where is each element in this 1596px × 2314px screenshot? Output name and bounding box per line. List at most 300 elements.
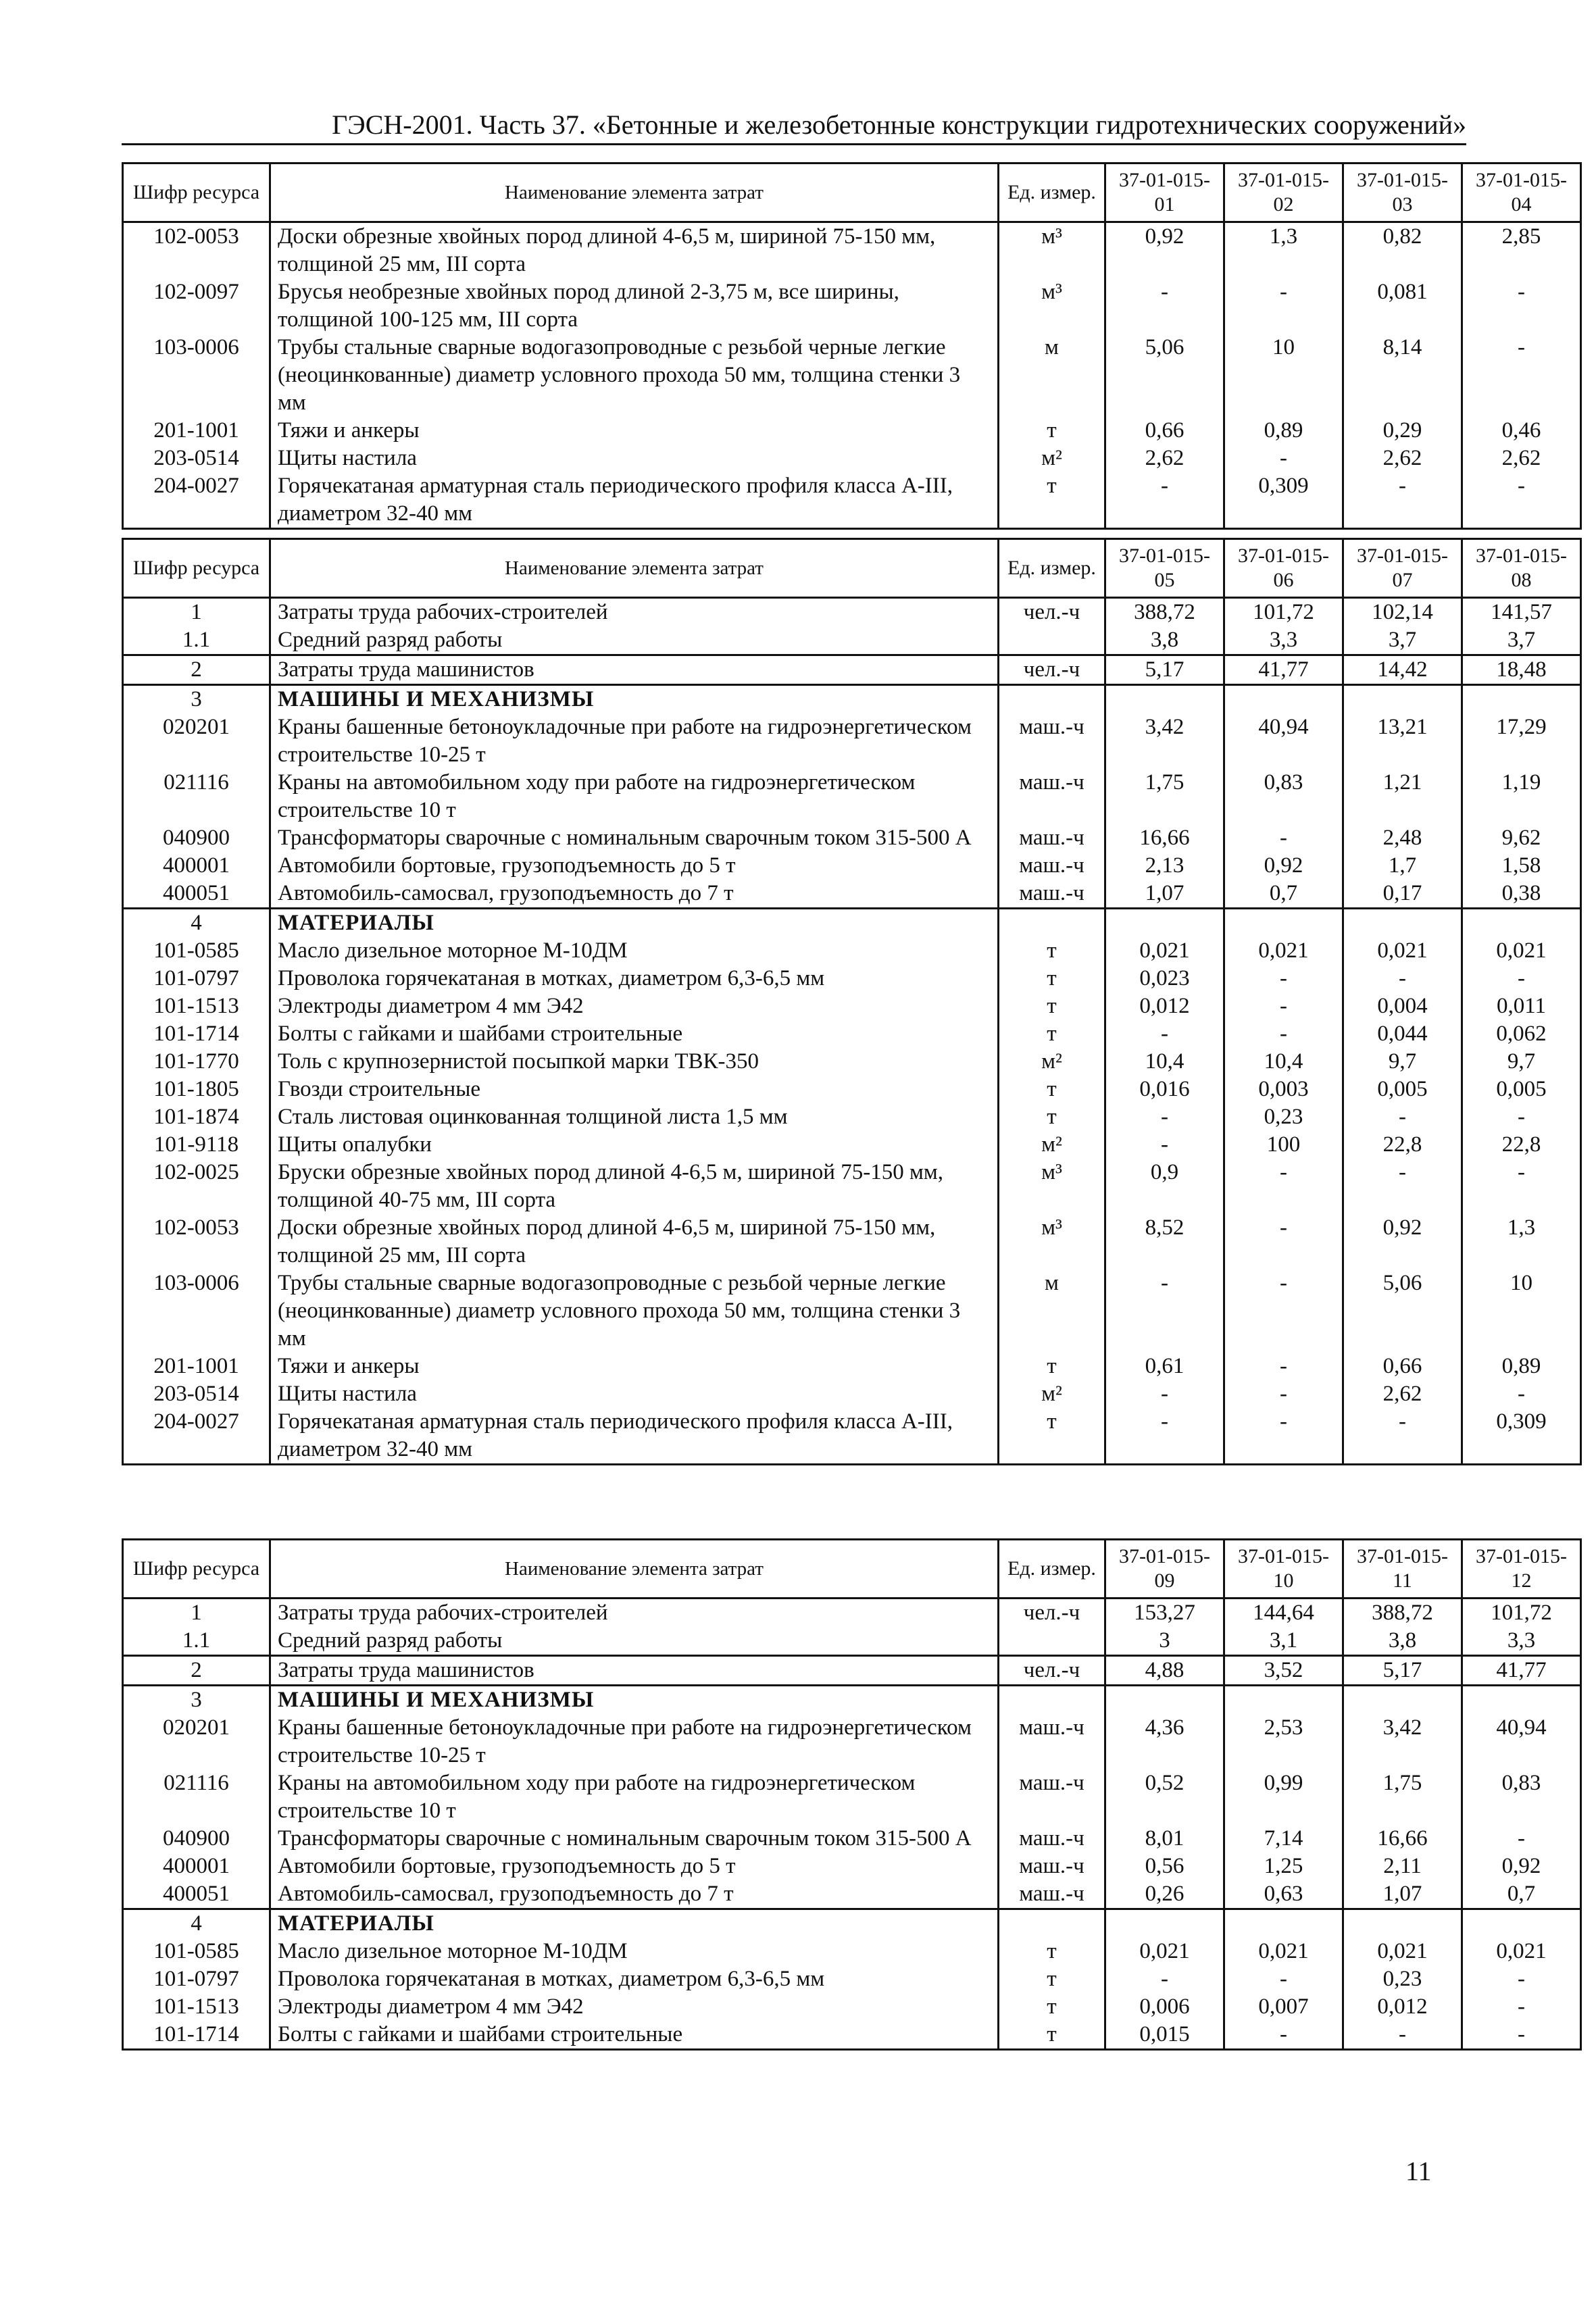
resource-value: 0,26	[1105, 1880, 1224, 1909]
header-rule	[122, 143, 1466, 145]
resource-name: Болты с гайками и шайбами строительные	[270, 2021, 999, 2050]
table-row	[123, 1714, 1581, 1769]
resource-code: 101-1805	[123, 1076, 270, 1103]
table-row	[123, 1353, 1581, 1380]
resource-value: 141,57	[1462, 598, 1581, 627]
resource-value	[1343, 1686, 1462, 1715]
resource-value: 0,015	[1105, 2021, 1224, 2050]
resource-code: 201-1001	[123, 417, 270, 445]
resource-value: -	[1462, 1103, 1581, 1131]
header-norm-code: 37-01-015-07	[1343, 539, 1462, 598]
table-row	[123, 655, 1581, 685]
resource-value: 0,17	[1343, 880, 1462, 909]
resource-code: 102-0053	[123, 1214, 270, 1269]
resource-code: 400051	[123, 1880, 270, 1909]
resource-code: 040900	[123, 1825, 270, 1853]
resource-unit: м³	[999, 278, 1105, 334]
resource-value: -	[1105, 1408, 1224, 1465]
resource-value: 0,92	[1105, 222, 1224, 279]
resource-value: -	[1105, 278, 1224, 334]
resource-value	[1224, 1909, 1343, 1938]
resource-name: Краны на автомобильном ходу при работе на гидроэнергетическом строительстве 10 т	[270, 769, 999, 824]
resource-value: 0,004	[1343, 992, 1462, 1020]
resource-value	[1343, 685, 1462, 714]
resource-value: -	[1105, 1269, 1224, 1353]
resource-value: -	[1462, 965, 1581, 992]
resource-unit: т	[999, 1408, 1105, 1465]
resource-value: -	[1343, 1408, 1462, 1465]
resource-value: 0,044	[1343, 1020, 1462, 1048]
header-norm-code: 37-01-015-03	[1343, 164, 1462, 222]
resource-name: МАШИНЫ И МЕХАНИЗМЫ	[270, 685, 999, 714]
resource-value: 40,94	[1224, 713, 1343, 769]
resource-name: Электроды диаметром 4 мм Э42	[270, 992, 999, 1020]
resource-value: 1,25	[1224, 1853, 1343, 1880]
resource-unit: м²	[999, 445, 1105, 472]
resource-value	[1105, 1686, 1224, 1715]
resource-value: 0,82	[1343, 222, 1462, 279]
resource-value: 388,72	[1105, 598, 1224, 627]
resource-unit: м³	[999, 222, 1105, 279]
resource-code: 101-9118	[123, 1131, 270, 1159]
resource-value: 0,081	[1343, 278, 1462, 334]
resource-value: 3,1	[1224, 1627, 1343, 1656]
resource-value: 4,36	[1105, 1714, 1224, 1769]
resource-value: 0,006	[1105, 1993, 1224, 2021]
resource-unit: т	[999, 1020, 1105, 1048]
resource-value: -	[1343, 2021, 1462, 2050]
resource-name: Трансформаторы сварочные с номинальным сварочным током 315-500 А	[270, 1825, 999, 1853]
table-row	[123, 937, 1581, 965]
resource-name: Брусья необрезные хвойных пород длиной 2-3,75 м, все ширины, толщиной 100-125 мм, III сорта	[270, 278, 999, 334]
resource-unit: м	[999, 1269, 1105, 1353]
table-row	[123, 1380, 1581, 1408]
resource-value: 0,021	[1462, 1938, 1581, 1965]
resource-unit: м²	[999, 1380, 1105, 1408]
table-row	[123, 992, 1581, 1020]
resource-value: 144,64	[1224, 1599, 1343, 1628]
table-row	[123, 1993, 1581, 2021]
resource-value: 2,62	[1343, 1380, 1462, 1408]
header-norm-code: 37-01-015-10	[1224, 1540, 1343, 1599]
table-row	[123, 769, 1581, 824]
table-row	[123, 1214, 1581, 1269]
table-row	[123, 1159, 1581, 1214]
resource-value: -	[1224, 965, 1343, 992]
page-number: 11	[1405, 2156, 1432, 2186]
resource-name: Затраты труда рабочих-строителей	[270, 1599, 999, 1628]
resource-code: 1	[123, 598, 270, 627]
resource-value: -	[1105, 472, 1224, 529]
header-norm-code: 37-01-015-04	[1462, 164, 1581, 222]
table-row	[123, 222, 1581, 279]
resource-value: -	[1224, 1269, 1343, 1353]
resource-value: -	[1105, 1103, 1224, 1131]
resource-code: 4	[123, 1909, 270, 1938]
resource-value: 3,8	[1343, 1627, 1462, 1656]
resource-code: 4	[123, 909, 270, 938]
table-row	[123, 2021, 1581, 2050]
resource-value: 0,52	[1105, 1769, 1224, 1825]
resource-value: 0,61	[1105, 1353, 1224, 1380]
resource-value: -	[1224, 1020, 1343, 1048]
resource-value	[1105, 685, 1224, 714]
resource-value: 5,17	[1105, 655, 1224, 685]
table-row	[123, 1076, 1581, 1103]
header-unit: Ед. измер.	[999, 1540, 1105, 1599]
resource-value: 0,89	[1462, 1353, 1581, 1380]
resource-value: 2,13	[1105, 852, 1224, 880]
resource-value	[1105, 909, 1224, 938]
table-row	[123, 852, 1581, 880]
resource-value: 1,7	[1343, 852, 1462, 880]
resource-code: 3	[123, 1686, 270, 1715]
resource-value: 0,7	[1224, 880, 1343, 909]
resource-code: 101-0797	[123, 1965, 270, 1993]
resource-value: -	[1224, 992, 1343, 1020]
resource-value: 0,021	[1462, 937, 1581, 965]
resource-unit: маш.-ч	[999, 1769, 1105, 1825]
resource-name: Затраты труда рабочих-строителей	[270, 598, 999, 627]
resource-unit: т	[999, 2021, 1105, 2050]
table-row	[123, 1408, 1581, 1465]
resource-value: 101,72	[1224, 598, 1343, 627]
table-row	[123, 1656, 1581, 1686]
resource-value: 0,56	[1105, 1853, 1224, 1880]
section-row	[123, 909, 1581, 938]
resource-value: 5,06	[1105, 334, 1224, 417]
resource-value: 8,14	[1343, 334, 1462, 417]
resource-value: -	[1224, 1214, 1343, 1269]
resource-value: 0,021	[1343, 937, 1462, 965]
resource-value: 0,021	[1105, 937, 1224, 965]
resource-value	[1462, 909, 1581, 938]
resource-table-1	[122, 162, 1582, 530]
table-header-row	[123, 539, 1581, 598]
resource-value: 3,42	[1105, 713, 1224, 769]
resource-unit: т	[999, 1103, 1105, 1131]
resource-value: 9,7	[1462, 1048, 1581, 1076]
resource-table-2	[122, 538, 1582, 1465]
resource-value: -	[1462, 1993, 1581, 2021]
resource-value	[1224, 1686, 1343, 1715]
resource-unit: т	[999, 472, 1105, 529]
resource-value: 3	[1105, 1627, 1224, 1656]
resource-name: Гвозди строительные	[270, 1076, 999, 1103]
resource-value: 1,58	[1462, 852, 1581, 880]
resource-code: 203-0514	[123, 445, 270, 472]
resource-name: Средний разряд работы	[270, 1627, 999, 1656]
resource-value: -	[1224, 824, 1343, 852]
resource-unit: маш.-ч	[999, 769, 1105, 824]
resource-value: 0,021	[1343, 1938, 1462, 1965]
resource-value: 0,012	[1105, 992, 1224, 1020]
table-row	[123, 472, 1581, 529]
resource-code: 1	[123, 1599, 270, 1628]
resource-code: 020201	[123, 1714, 270, 1769]
resource-value: 153,27	[1105, 1599, 1224, 1628]
resource-value: 0,29	[1343, 417, 1462, 445]
resource-value: 2,85	[1462, 222, 1581, 279]
header-norm-code: 37-01-015-09	[1105, 1540, 1224, 1599]
header-code: Шифр ресурса	[123, 1540, 270, 1599]
resource-value: 22,8	[1462, 1131, 1581, 1159]
resource-value: 1,75	[1105, 769, 1224, 824]
resource-value: 3,7	[1343, 626, 1462, 655]
resource-name: Бруски обрезные хвойных пород длиной 4-6,5 м, шириной 75-150 мм, толщиной 40-75 мм, III сорта	[270, 1159, 999, 1214]
resource-value: 10	[1462, 1269, 1581, 1353]
resource-name: Болты с гайками и шайбами строительные	[270, 1020, 999, 1048]
resource-value: 0,23	[1224, 1103, 1343, 1131]
resource-value: 8,52	[1105, 1214, 1224, 1269]
resource-value: -	[1343, 472, 1462, 529]
resource-unit: маш.-ч	[999, 880, 1105, 909]
resource-unit: маш.-ч	[999, 1825, 1105, 1853]
resource-value: 0,92	[1462, 1853, 1581, 1880]
resource-value: 2,62	[1105, 445, 1224, 472]
header-name: Наименование элемента затрат	[270, 539, 999, 598]
resource-name: Затраты труда машинистов	[270, 655, 999, 685]
resource-code: 400001	[123, 852, 270, 880]
resource-unit: маш.-ч	[999, 1714, 1105, 1769]
resource-value: 1,21	[1343, 769, 1462, 824]
table-row	[123, 334, 1581, 417]
resource-code: 3	[123, 685, 270, 714]
resource-value: 14,42	[1343, 655, 1462, 685]
resource-value: 2,53	[1224, 1714, 1343, 1769]
header-code: Шифр ресурса	[123, 164, 270, 222]
header-norm-code: 37-01-015-05	[1105, 539, 1224, 598]
resource-value: 0,005	[1343, 1076, 1462, 1103]
resource-code: 204-0027	[123, 472, 270, 529]
resource-unit: маш.-ч	[999, 713, 1105, 769]
resource-value: 2,48	[1343, 824, 1462, 852]
resource-value: -	[1224, 278, 1343, 334]
section-row	[123, 685, 1581, 714]
resource-value: 100	[1224, 1131, 1343, 1159]
resource-value: 0,011	[1462, 992, 1581, 1020]
table-row	[123, 1131, 1581, 1159]
header-name: Наименование элемента затрат	[270, 1540, 999, 1599]
resource-name: Масло дизельное моторное М-10ДМ	[270, 937, 999, 965]
resource-value: 0,83	[1224, 769, 1343, 824]
resource-value: 5,17	[1343, 1656, 1462, 1686]
header-norm-code: 37-01-015-01	[1105, 164, 1224, 222]
resource-code: 102-0053	[123, 222, 270, 279]
resource-name: Тяжи и анкеры	[270, 417, 999, 445]
table-row	[123, 1103, 1581, 1131]
header-norm-code: 37-01-015-11	[1343, 1540, 1462, 1599]
resource-unit: чел.-ч	[999, 598, 1105, 627]
resource-value: 101,72	[1462, 1599, 1581, 1628]
resource-code: 1.1	[123, 1627, 270, 1656]
table-row	[123, 1880, 1581, 1909]
section-row	[123, 1686, 1581, 1715]
resource-unit: т	[999, 1353, 1105, 1380]
resource-value: 0,005	[1462, 1076, 1581, 1103]
resource-unit	[999, 1627, 1105, 1656]
resource-name: Горячекатаная арматурная сталь периодического профиля класса А-III, диаметром 32-40 мм	[270, 1408, 999, 1465]
header-unit: Ед. измер.	[999, 539, 1105, 598]
resource-unit: м³	[999, 1214, 1105, 1269]
header-norm-code: 37-01-015-02	[1224, 164, 1343, 222]
resource-code: 2	[123, 655, 270, 685]
resource-name: МАТЕРИАЛЫ	[270, 909, 999, 938]
table-row	[123, 880, 1581, 909]
resource-value: 3,8	[1105, 626, 1224, 655]
resource-name: Доски обрезные хвойных пород длиной 4-6,5 м, шириной 75-150 мм, толщиной 25 мм, III сорта	[270, 1214, 999, 1269]
resource-value	[1105, 1909, 1224, 1938]
resource-value: 8,01	[1105, 1825, 1224, 1853]
resource-code: 020201	[123, 713, 270, 769]
resource-value: 13,21	[1343, 713, 1462, 769]
resource-value: 1,3	[1224, 222, 1343, 279]
resource-value	[1224, 909, 1343, 938]
table-row	[123, 1020, 1581, 1048]
resource-value: 10,4	[1105, 1048, 1224, 1076]
resource-code: 101-1513	[123, 992, 270, 1020]
resource-value: 40,94	[1462, 1714, 1581, 1769]
resource-value: 388,72	[1343, 1599, 1462, 1628]
resource-code: 101-0797	[123, 965, 270, 992]
resource-code: 101-0585	[123, 937, 270, 965]
resource-value: 0,66	[1343, 1353, 1462, 1380]
resource-value: 0,016	[1105, 1076, 1224, 1103]
resource-value: 0,92	[1224, 852, 1343, 880]
resource-value: 0,9	[1105, 1159, 1224, 1214]
resource-value	[1224, 685, 1343, 714]
table-header-row	[123, 1540, 1581, 1599]
header-name: Наименование элемента затрат	[270, 164, 999, 222]
resource-value: 1,19	[1462, 769, 1581, 824]
resource-name: Щиты настила	[270, 1380, 999, 1408]
resource-value: 3,52	[1224, 1656, 1343, 1686]
resource-value: 41,77	[1224, 655, 1343, 685]
resource-value: -	[1105, 1131, 1224, 1159]
resource-name: Щиты настила	[270, 445, 999, 472]
resource-name: МАШИНЫ И МЕХАНИЗМЫ	[270, 1686, 999, 1715]
resource-name: Сталь листовая оцинкованная толщиной листа 1,5 мм	[270, 1103, 999, 1131]
resource-name: Масло дизельное моторное М-10ДМ	[270, 1938, 999, 1965]
resource-unit: м²	[999, 1048, 1105, 1076]
resource-value: -	[1343, 965, 1462, 992]
header-norm-code: 37-01-015-08	[1462, 539, 1581, 598]
resource-unit	[999, 1909, 1105, 1938]
resource-unit: маш.-ч	[999, 1880, 1105, 1909]
resource-value: 0,007	[1224, 1993, 1343, 2021]
resource-unit: м	[999, 334, 1105, 417]
resource-value: 0,63	[1224, 1880, 1343, 1909]
resource-value: -	[1224, 1159, 1343, 1214]
resource-value: 0,309	[1224, 472, 1343, 529]
resource-value: -	[1105, 1020, 1224, 1048]
resource-value: 1,75	[1343, 1769, 1462, 1825]
resource-value: 10	[1224, 334, 1343, 417]
table-row	[123, 1825, 1581, 1853]
resource-value: 0,7	[1462, 1880, 1581, 1909]
resource-table-3	[122, 1538, 1582, 2051]
resource-value: 2,11	[1343, 1853, 1462, 1880]
resource-value	[1462, 1686, 1581, 1715]
resource-name: Автомобили бортовые, грузоподъемность до 5 т	[270, 1853, 999, 1880]
resource-code: 021116	[123, 1769, 270, 1825]
resource-name: Тяжи и анкеры	[270, 1353, 999, 1380]
resource-value: 17,29	[1462, 713, 1581, 769]
header-norm-code: 37-01-015-12	[1462, 1540, 1581, 1599]
table-row	[123, 824, 1581, 852]
resource-name: Щиты опалубки	[270, 1131, 999, 1159]
resource-value: 0,021	[1224, 1938, 1343, 1965]
resource-value: 0,66	[1105, 417, 1224, 445]
resource-value: 16,66	[1343, 1825, 1462, 1853]
resource-unit: т	[999, 1938, 1105, 1965]
resource-unit: маш.-ч	[999, 852, 1105, 880]
table-row	[123, 1599, 1581, 1628]
resource-unit	[999, 1686, 1105, 1715]
resource-value: -	[1462, 1380, 1581, 1408]
resource-value: 18,48	[1462, 655, 1581, 685]
resource-code: 2	[123, 1656, 270, 1686]
resource-unit: т	[999, 1965, 1105, 1993]
resource-value: 0,012	[1343, 1993, 1462, 2021]
resource-value: 0,38	[1462, 880, 1581, 909]
table-row	[123, 1627, 1581, 1656]
resource-value: 102,14	[1343, 598, 1462, 627]
resource-value: -	[1343, 1103, 1462, 1131]
resource-name: Трубы стальные сварные водогазопроводные с резьбой черные легкие (неоцинкованные) диаметр условного прохода 50 мм, толщина стенки 3 мм	[270, 1269, 999, 1353]
resource-name: Толь с крупнозернистой посыпкой марки ТВК-350	[270, 1048, 999, 1076]
resource-value: 10,4	[1224, 1048, 1343, 1076]
resource-value	[1462, 685, 1581, 714]
resource-value: -	[1462, 1159, 1581, 1214]
resource-name: Доски обрезные хвойных пород длиной 4-6,5 м, шириной 75-150 мм, толщиной 25 мм, III сорта	[270, 222, 999, 279]
table-row	[123, 1965, 1581, 1993]
resource-value: 0,46	[1462, 417, 1581, 445]
resource-unit: т	[999, 1993, 1105, 2021]
table-row	[123, 1853, 1581, 1880]
table-header-row	[123, 164, 1581, 222]
resource-value: 0,99	[1224, 1769, 1343, 1825]
resource-code: 101-1770	[123, 1048, 270, 1076]
resource-value: 0,83	[1462, 1769, 1581, 1825]
resource-value: -	[1224, 2021, 1343, 2050]
resource-value: 0,021	[1224, 937, 1343, 965]
resource-value: 7,14	[1224, 1825, 1343, 1853]
resource-code: 203-0514	[123, 1380, 270, 1408]
resource-name: Трансформаторы сварочные с номинальным сварочным током 315-500 А	[270, 824, 999, 852]
table-row	[123, 626, 1581, 655]
resource-name: Краны на автомобильном ходу при работе на гидроэнергетическом строительстве 10 т	[270, 1769, 999, 1825]
header-unit: Ед. измер.	[999, 164, 1105, 222]
table-row	[123, 1048, 1581, 1076]
resource-value: 16,66	[1105, 824, 1224, 852]
resource-value: -	[1462, 2021, 1581, 2050]
resource-name: Краны башенные бетоноукладочные при работе на гидроэнергетическом строительстве 10-25 т	[270, 1714, 999, 1769]
table-row	[123, 445, 1581, 472]
resource-name: Автомобили бортовые, грузоподъемность до 5 т	[270, 852, 999, 880]
resource-value: 9,62	[1462, 824, 1581, 852]
resource-value: 3,3	[1462, 1627, 1581, 1656]
table-row	[123, 1269, 1581, 1353]
resource-code: 102-0097	[123, 278, 270, 334]
resource-unit: м³	[999, 1159, 1105, 1214]
resource-value: -	[1224, 1965, 1343, 1993]
resource-unit: т	[999, 937, 1105, 965]
table-row	[123, 417, 1581, 445]
resource-unit: маш.-ч	[999, 1853, 1105, 1880]
resource-value: 0,309	[1462, 1408, 1581, 1465]
table-row	[123, 598, 1581, 627]
